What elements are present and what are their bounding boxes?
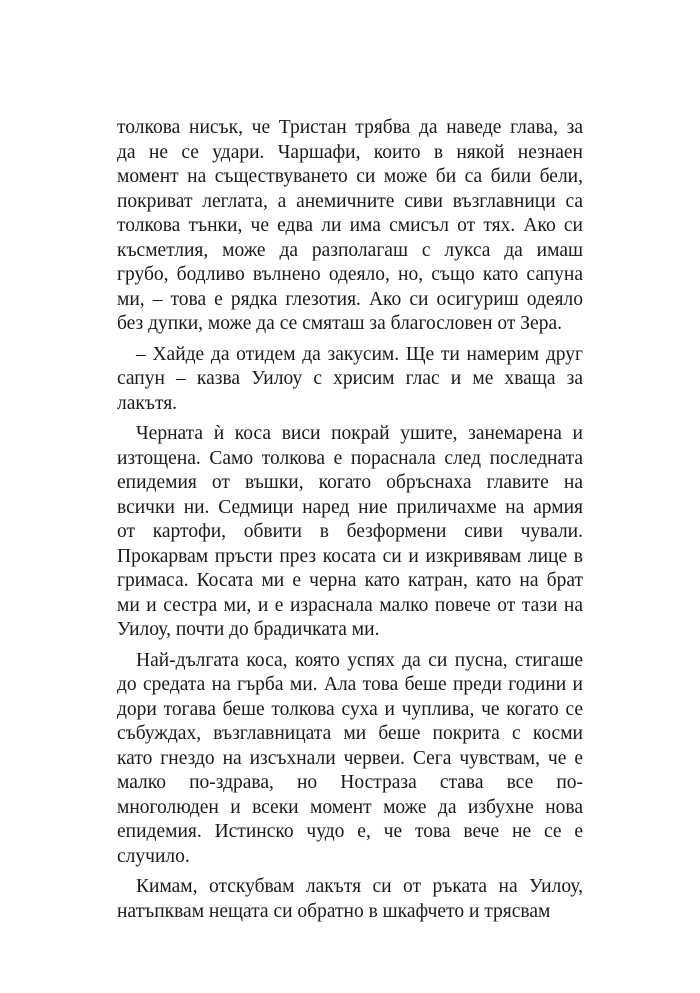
text-line: да не се удари. Чаршафи, които в някой незнаен	[117, 141, 583, 163]
text-line: дори тогава беше толкова суха и чуплива, че когато се	[117, 698, 583, 720]
text-line: покриват леглата, а анемичните сиви възглавници са	[117, 190, 583, 212]
text-line: Прокарвам пръсти през косата си и изкривявам лице в	[117, 545, 583, 567]
text-line: момент на съществуването си може би са били бели,	[117, 166, 583, 187]
page-body-text	[117, 116, 583, 924]
text-line: събуждах, възглавницата ми беше покрита с косми	[117, 723, 583, 744]
text-line: късметлия, може да разполагаш с лукса да имаш	[117, 239, 583, 261]
text-line: ми и сестра ми, и е израснала малко повече от тази на	[117, 594, 583, 616]
paragraph	[117, 422, 583, 643]
text-line: изтощена. Само толкова е пораснала след последната	[117, 447, 583, 469]
text-line: малко по-здрава, но Нострaза става все по-	[117, 772, 583, 793]
text-line: случило.	[117, 845, 190, 867]
text-line: до средата на гърба ми. Ала това беше преди години и	[117, 674, 583, 695]
paragraph	[117, 116, 583, 337]
text-line: сапун – казва Уилоу с хрисим глас и ме хваща за	[117, 368, 583, 389]
text-line: Кимам, отскубвам лакътя си от ръката на Уилоу,	[136, 876, 583, 897]
text-line: Уилоу, почти до брадичката ми.	[117, 619, 380, 640]
text-line: натъпквам нещата си обратно в шкафчето и трясвам	[117, 900, 551, 922]
text-line: лакътя.	[117, 392, 178, 414]
text-line: многолюден и всеки момент може да избухне нова	[117, 796, 583, 818]
text-line: Черната ѝ коса виси покрай ушите, занемарена и	[136, 423, 583, 444]
text-line: епидемия. Истинско чудо е, че това вече не се е	[117, 821, 583, 842]
text-line: всички ни. Седмици наред ние приличахме на армия	[117, 496, 583, 518]
paragraph	[117, 875, 583, 924]
text-line: епидемия от въшки, когато обръснаха главите на	[117, 472, 583, 493]
paragraph	[117, 649, 583, 870]
text-line: толкова нисък, че Тристан трябва да наведе глава, за	[117, 117, 583, 138]
text-line: без дупки, може да се смяташ за благословен от Зера.	[117, 313, 562, 334]
text-line: гримаса. Косата ми е черна като катран, като на брат	[117, 570, 583, 591]
text-line: грубо, бодливо вълнено одеяло, но, също като сапуна	[117, 264, 583, 285]
text-line: ми, – това е рядка глезотия. Ако си осигуриш одеяло	[117, 288, 583, 310]
paragraph	[117, 343, 583, 417]
text-line: Най-дългата коса, която успях да си пусна, стигаше	[136, 649, 583, 671]
text-line: от картофи, обвити в безформени сиви чували.	[117, 521, 583, 542]
text-line: толкова тънки, че едва ли има смисъл от тях. Ако си	[117, 215, 583, 236]
text-line: – Хайде да отидем да закусим. Ще ти намерим друг	[136, 343, 583, 365]
text-line: като гнездо на изсъхнали червеи. Сега чувствам, че е	[117, 747, 583, 769]
